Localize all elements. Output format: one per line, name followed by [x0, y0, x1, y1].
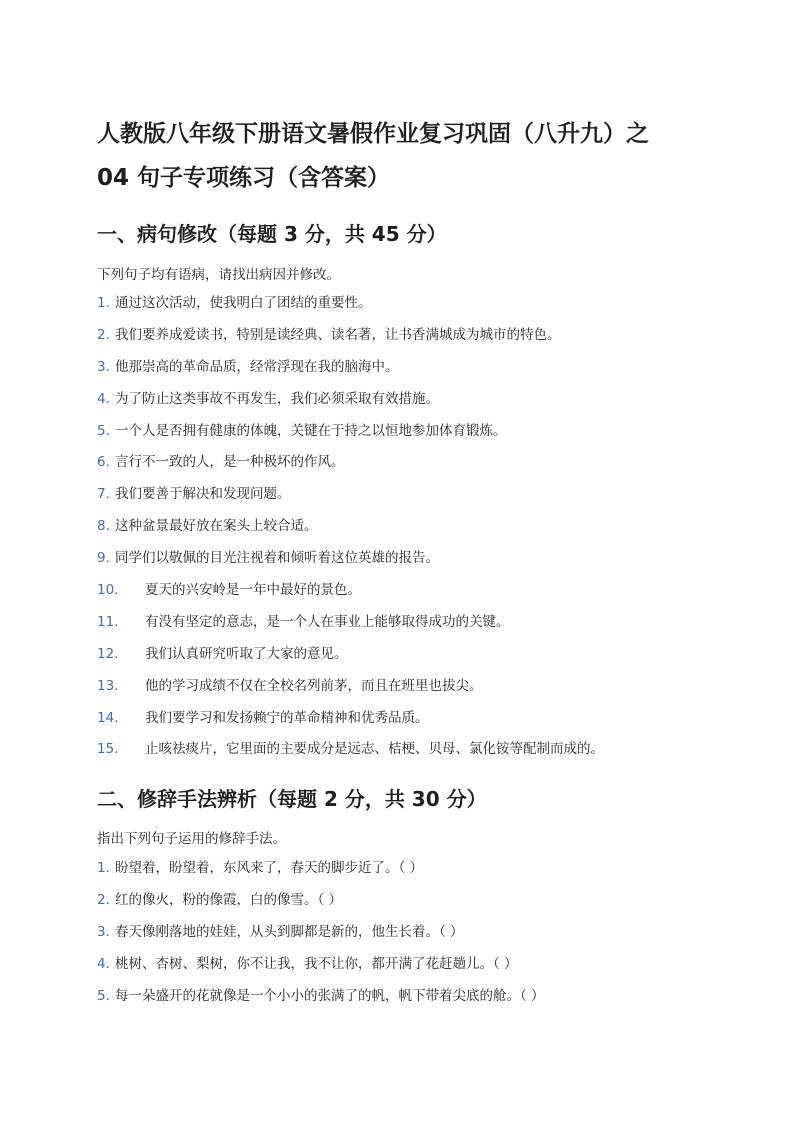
- list-item: [97, 677, 604, 709]
- item-text: 盼望着，盼望着，东风来了，春天的脚步近了。（ ）: [115, 860, 424, 876]
- item-number: 7.: [97, 486, 110, 503]
- question-list-rhetoric: [97, 859, 545, 1018]
- item-number: 1.: [97, 860, 110, 876]
- item-text: 我们认真研究听取了大家的意见。: [145, 645, 348, 662]
- item-number: 12.: [97, 645, 119, 662]
- list-item: [97, 891, 545, 923]
- item-number: 14.: [97, 709, 119, 726]
- item-text: 我们要养成爱读书，特别是读经典、读名著，让书香满城成为城市的特色。: [115, 326, 561, 343]
- item-number: 15.: [97, 741, 119, 758]
- list-item: [97, 390, 604, 422]
- section-heading-rhetoric: 二、修辞手法辨析（每题 2 分，共 30 分）: [97, 787, 487, 811]
- item-text: 他那崇高的革命品质，经常浮现在我的脑海中。: [115, 358, 399, 375]
- item-number: 2.: [97, 891, 110, 908]
- title-line-1: 人教版八年级下册语文暑假作业复习巩固（八升九）之: [97, 121, 649, 147]
- item-text: 通过这次活动，使我明白了团结的重要性。: [115, 295, 372, 311]
- item-text: 夏天的兴安岭是一年中最好的景色。: [145, 582, 361, 599]
- list-item: [97, 517, 604, 549]
- list-item: [97, 326, 604, 358]
- item-text: 止咳祛痰片，它里面的主要成分是远志、桔梗、贝母、氯化铵等配制而成的。: [145, 741, 604, 758]
- question-list-sentence-correction: [97, 294, 604, 772]
- item-number: 6.: [97, 454, 110, 471]
- list-item: [97, 613, 604, 645]
- list-item: [97, 923, 545, 955]
- section-instruction: 下列句子均有语病，请找出病因并修改。: [97, 267, 340, 283]
- list-item: [97, 453, 604, 485]
- list-item: [97, 709, 604, 741]
- item-number: 5.: [97, 987, 110, 1004]
- item-number: 8.: [97, 518, 110, 535]
- item-text: 言行不一致的人，是一种极坏的作风。: [115, 454, 345, 471]
- item-text: 春天像刚落地的娃娃，从头到脚都是新的，他生长着。（ ）: [115, 923, 464, 940]
- item-number: 5.: [97, 422, 110, 439]
- list-item: [97, 645, 604, 677]
- item-text: 这种盆景最好放在案头上较合适。: [115, 518, 318, 535]
- page-title: [97, 112, 737, 200]
- item-number: 10.: [97, 582, 119, 599]
- item-number: 3.: [97, 358, 110, 375]
- list-item: [97, 987, 545, 1019]
- item-number: 11.: [97, 613, 119, 630]
- item-text: 我们要善于解决和发现问题。: [115, 486, 291, 503]
- list-item: [97, 422, 604, 454]
- item-number: 4.: [97, 955, 110, 972]
- list-item: [97, 549, 604, 581]
- item-text: 为了防止这类事故不再发生，我们必须采取有效措施。: [115, 390, 439, 407]
- item-text: 桃树、杏树、梨树，你不让我，我不让你，都开满了花赶趟儿。（ ）: [115, 955, 518, 972]
- section-instruction: 指出下列句子运用的修辞手法。: [97, 831, 286, 847]
- list-item: [97, 859, 545, 891]
- item-number: 13.: [97, 677, 119, 694]
- list-item: [97, 485, 604, 517]
- section-heading-sentence-correction: 一、病句修改（每题 3 分，共 45 分）: [97, 222, 447, 246]
- item-number: 1.: [97, 295, 110, 311]
- item-number: 4.: [97, 390, 110, 407]
- item-number: 9.: [97, 550, 110, 567]
- item-text: 同学们以敬佩的目光注视着和倾听着这位英雄的报告。: [115, 550, 439, 567]
- list-item: [97, 358, 604, 390]
- title-line-2: 04 句子专项练习（含答案）: [97, 165, 391, 191]
- list-item: [97, 581, 604, 613]
- item-text: 一个人是否拥有健康的体魄，关键在于持之以恒地参加体育锻炼。: [115, 422, 507, 439]
- list-item: [97, 740, 604, 772]
- item-text: 每一朵盛开的花就像是一个小小的张满了的帆，帆下带着尖底的舱。（ ）: [115, 987, 545, 1004]
- item-number: 2.: [97, 326, 110, 343]
- item-text: 我们要学习和发扬赖宁的革命精神和优秀品质。: [145, 709, 429, 726]
- list-item: [97, 294, 604, 326]
- item-text: 有没有坚定的意志，是一个人在事业上能够取得成功的关键。: [145, 613, 510, 630]
- item-text: 红的像火，粉的像霞，白的像雪。（ ）: [115, 891, 343, 908]
- item-number: 3.: [97, 923, 110, 940]
- list-item: [97, 955, 545, 987]
- item-text: 他的学习成绩不仅在全校名列前茅，而且在班里也拔尖。: [145, 677, 483, 694]
